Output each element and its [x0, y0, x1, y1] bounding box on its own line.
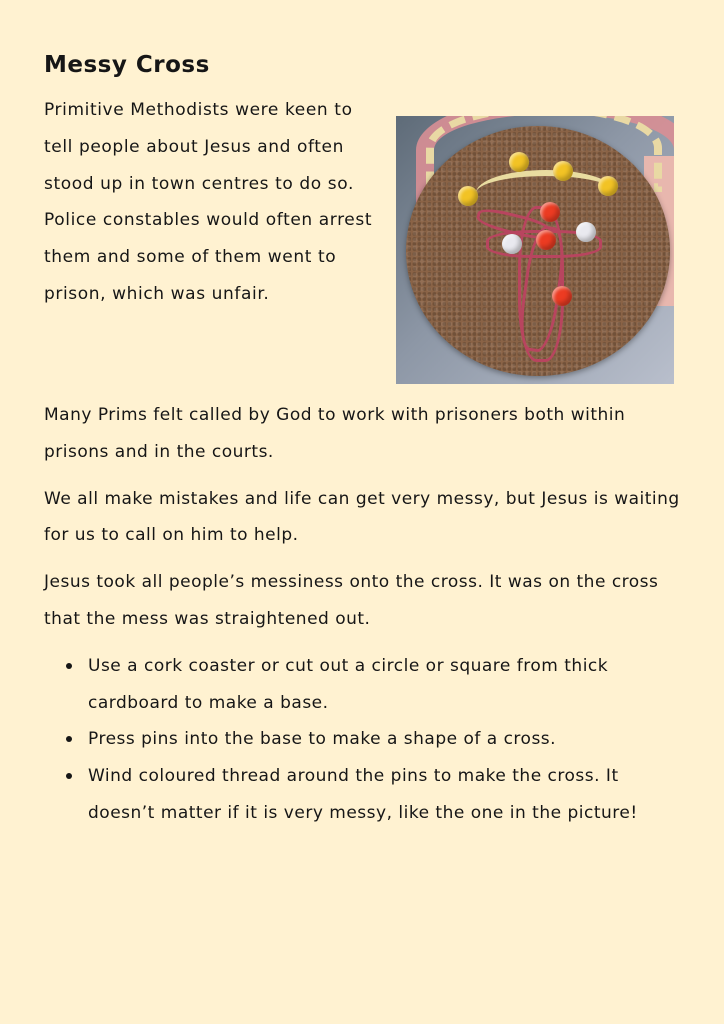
- bullet-icon: [66, 663, 72, 669]
- yellow-pin: [509, 152, 529, 172]
- intro-paragraph: Primitive Methodists were keen to tell people about Jesus and often stood up in town centres to do so. Police constables would often arrest them and some of them went to prison, which was unfair.: [44, 100, 373, 304]
- yellow-pin: [598, 176, 618, 196]
- white-pin: [576, 222, 596, 242]
- yellow-pin: [458, 186, 478, 206]
- bullet-icon: [66, 773, 72, 779]
- yellow-pin: [553, 161, 573, 181]
- messy-cross-photo: [396, 116, 674, 384]
- list-item: [88, 721, 678, 758]
- page-title: Messy Cross: [44, 52, 210, 78]
- list-item: [88, 758, 678, 832]
- red-pin: [552, 286, 572, 306]
- white-pin: [502, 234, 522, 254]
- list-item-text: Use a cork coaster or cut out a circle or square from thick cardboard to make a base.: [88, 655, 609, 713]
- list-item: [88, 648, 678, 722]
- intro-section: [44, 92, 680, 397]
- bullet-icon: [66, 736, 72, 742]
- red-pin: [540, 202, 560, 222]
- body-paragraph: Jesus took all people’s messiness onto the cross. It was on the cross that the mess was straightened out.: [44, 572, 659, 629]
- red-pin: [536, 230, 556, 250]
- list-item-text: Wind coloured thread around the pins to make the cross. It doesn’t matter if it is very messy, like the one in the picture!: [88, 766, 638, 823]
- instructions-list: [44, 648, 680, 832]
- body-paragraph: Many Prims felt called by God to work with prisoners both within prisons and in the courts.: [44, 405, 626, 462]
- document-page: [44, 50, 680, 832]
- body-paragraph: We all make mistakes and life can get very messy, but Jesus is waiting for us to call on him to help.: [44, 488, 680, 546]
- cork-coaster: [406, 126, 670, 376]
- list-item-text: Press pins into the base to make a shape of a cross.: [88, 729, 557, 750]
